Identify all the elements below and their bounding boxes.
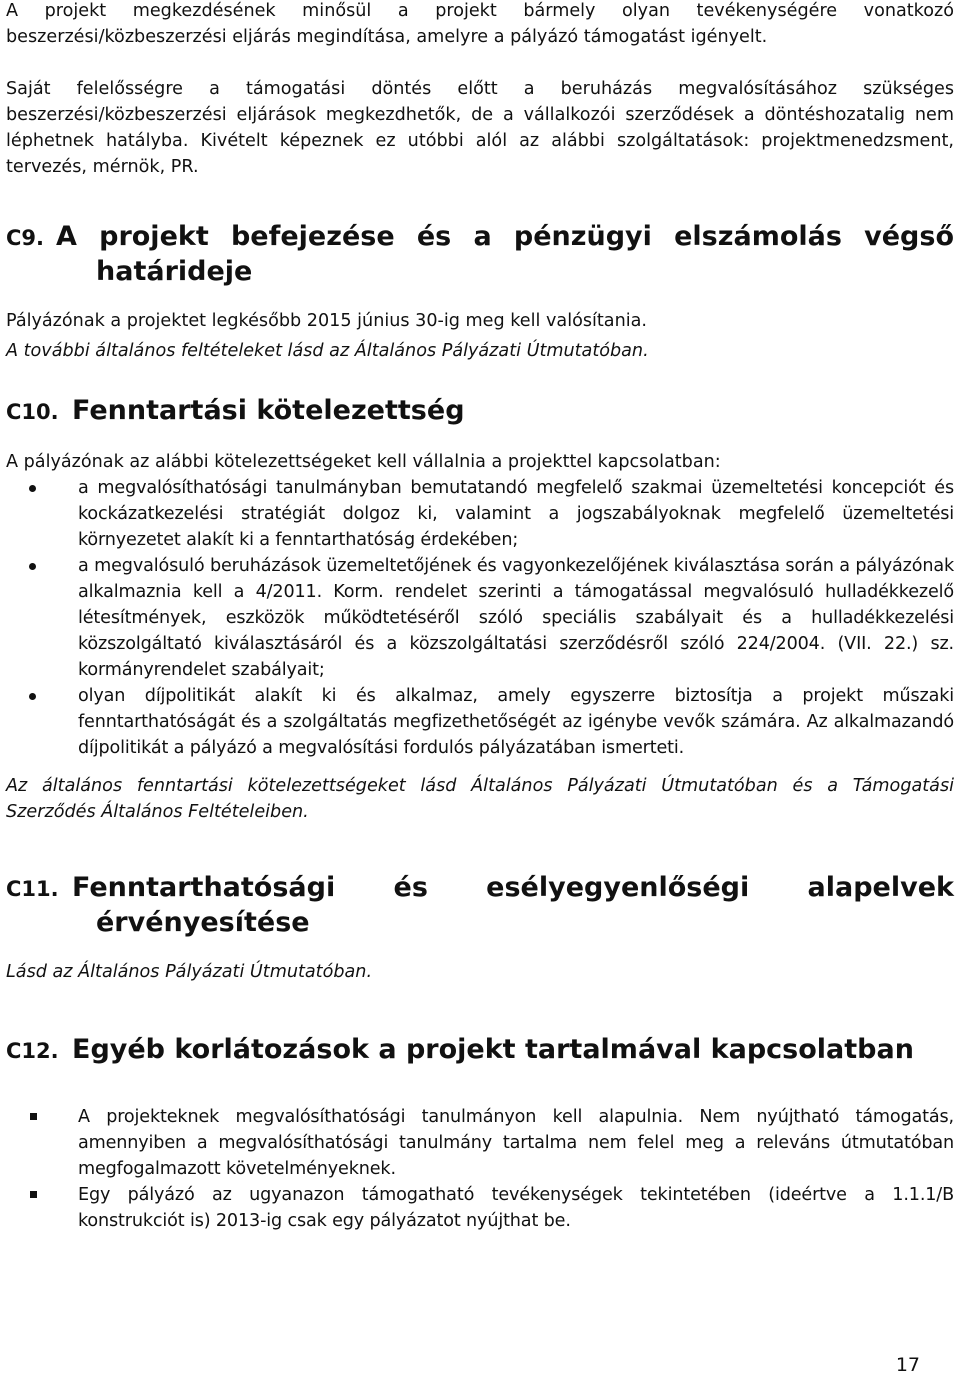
section-c9-title: A projekt befejezése és a pénzügyi elszámolás végső határideje (56, 221, 954, 287)
section-c12-number: C12. (6, 1039, 59, 1063)
document-page (6, 0, 954, 1234)
section-c10-number: C10. (6, 400, 59, 424)
intro-paragraph-2: Saját felelősségre a támogatási döntés előtt a beruházás megvalósításához szükséges beszerzési/közbeszerzési eljárások megkezdhetők, de a vállalkozói szerződések a döntéshozatalig nem léphetnek hatályba. Kivételt képeznek ez utóbbi alól az alábbi szolgáltatások: projektmenedzsment, tervezés, mérnök, PR. (6, 79, 954, 177)
list-item: a megvalósuló beruházások üzemeltetőjének és vagyonkezelőjének kiválasztása során a pályázónak alkalmaznia kell a 4/2011. Korm. rendelet szerinti a támogatással megvalósuló hulladékkezelő létesítmények, eszközök működtetéséről szóló speciális szabályait és a hulladékkezelési közszolgáltató kiválasztásáról és a közszolgáltatási szerződésről szóló 224/2004. (VII. 22.) sz. kormányrendelet szabályait; (6, 553, 954, 683)
section-c12-heading (6, 1033, 954, 1068)
list-item: a megvalósíthatósági tanulmányban bemutatandó megfelelő szakmai üzemeltetési koncepciót és kockázatkezelési stratégiát dolgoz ki, valamint a jogszabályoknak megfelelő üzemeltetési környezetet alakít ki a fenntarthatóság érdekében; (6, 475, 954, 553)
list-item: Egy pályázó az ugyanazon támogatható tevékenységek tekintetében (ideértve a 1.1.1/B konstrukciót is) 2013-ig csak egy pályázatot nyújthat be. (6, 1182, 954, 1234)
list-item: olyan díjpolitikát alakít ki és alkalmaz, amely egyszerre biztosítja a projekt műszaki fenntarthatóságát és a szolgáltatás megfizethetőségét az igénybe vevők számára. Az alkalmazandó díjpolitikát a pályázó a megvalósítási fordulós pályázatában ismerteti. (6, 683, 954, 761)
section-c11-number: C11. (6, 877, 59, 901)
list-item: A projekteknek megvalósíthatósági tanulmányon kell alapulnia. Nem nyújtható támogatás, amennyiben a megvalósíthatósági tanulmány tartalma nem felel meg a releváns útmutatóban megfogalmazott követelményeknek. (6, 1104, 954, 1182)
c11-paragraph-1: Lásd az Általános Pályázati Útmutatóban. (6, 962, 373, 982)
section-c10-title: Fenntartási kötelezettség (72, 395, 465, 426)
c12-restriction-list (6, 1104, 954, 1234)
c10-obligation-list (6, 475, 954, 761)
section-c10-heading (6, 394, 954, 429)
section-c12-title: Egyéb korlátozások a projekt tartalmával kapcsolatban (72, 1034, 914, 1065)
section-c9-heading (6, 220, 954, 288)
section-c11-title: Fenntarthatósági és esélyegyenlőségi alapelvek érvényesítése (72, 872, 954, 938)
c10-intro: A pályázónak az alábbi kötelezettségeket kell vállalnia a projekttel kapcsolatban: (6, 452, 721, 472)
c9-paragraph-2: A további általános feltételeket lásd az Általános Pályázati Útmutatóban. (6, 341, 649, 361)
section-c11-heading (6, 871, 954, 939)
page-number: 17 (895, 1354, 920, 1376)
c9-paragraph-1: Pályázónak a projektet legkésőbb 2015 június 30-ig meg kell valósítania. (6, 311, 647, 331)
intro-paragraph-1: A projekt megkezdésének minősül a projekt bármely olyan tevékenységére vonatkozó beszerzési/közbeszerzési eljárás megindítása, amelyre a pályázó támogatást igényelt. (6, 1, 954, 47)
section-c9-number: C9. (6, 226, 45, 250)
c10-outro: Az általános fenntartási kötelezettségeket lásd Általános Pályázati Útmutatóban és a Támogatási Szerződés Általános Feltételeiben. (6, 776, 954, 822)
